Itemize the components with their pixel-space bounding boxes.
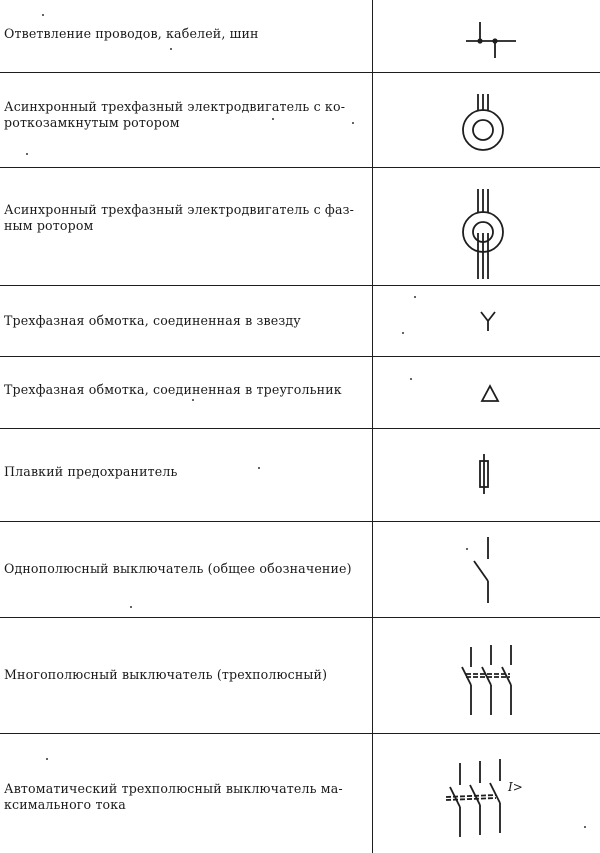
overcurrent-breaker-icon (374, 733, 600, 853)
scan-speck (402, 332, 404, 334)
induction-motor-squirrel-cage-icon (374, 72, 600, 167)
row-description (4, 313, 364, 329)
overcurrent-label: I> (508, 780, 523, 794)
description-line: Автоматический трехполюсный выключатель ма- (4, 781, 343, 796)
description-line: ксимального тока (4, 797, 126, 812)
table-row (0, 356, 600, 428)
description-line: Трехфазная обмотка, соединенная в треугольник (4, 382, 342, 397)
table-row (0, 733, 600, 853)
table-row (0, 521, 600, 617)
row-description (4, 464, 364, 480)
wire-branch-icon (374, 0, 600, 72)
scan-speck (170, 48, 172, 50)
row-description (4, 781, 364, 813)
three-pole-switch-icon (374, 617, 600, 733)
table-row (0, 285, 600, 356)
row-description (4, 667, 364, 683)
scan-speck (42, 14, 44, 16)
scan-speck (130, 606, 132, 608)
scan-speck (410, 378, 412, 380)
description-line: Асинхронный трехфазный электродвигатель с ко- (4, 98, 346, 114)
star-connection-icon (374, 285, 600, 356)
description-line: Трехфазная обмотка, соединенная в звезду (4, 312, 301, 328)
induction-motor-wound-rotor-icon (374, 167, 600, 285)
row-description (4, 26, 364, 42)
scan-speck (352, 122, 354, 124)
table-row (0, 428, 600, 521)
scan-speck (466, 548, 468, 550)
single-pole-switch-icon (374, 521, 600, 617)
scan-speck (258, 467, 260, 469)
table-row (0, 617, 600, 733)
scan-speck (26, 153, 28, 155)
table-row (0, 167, 600, 285)
description-line: Ответвление проводов, кабелей, шин (4, 26, 259, 41)
row-description (4, 561, 364, 577)
scan-speck (272, 118, 274, 120)
scan-speck (46, 758, 48, 760)
delta-connection-icon (374, 356, 600, 428)
row-description (4, 99, 364, 131)
scan-speck (414, 296, 416, 298)
table-row (0, 72, 600, 167)
description-line: ным ротором (4, 218, 94, 233)
description-line: Многополюсный выключатель (трехполюсный) (4, 667, 328, 682)
description-line: Плавкий предохранитель (4, 463, 178, 479)
description-line: Асинхронный трехфазный электродвигатель с фаз- (4, 202, 355, 217)
description-line: Однополюсный выключатель (общее обозначение) (4, 561, 352, 576)
row-description (4, 202, 364, 234)
table-row (0, 0, 600, 72)
row-description (4, 382, 364, 398)
scan-speck (192, 399, 194, 401)
scan-speck (584, 826, 586, 828)
fuse-icon (374, 428, 600, 521)
description-line: роткозамкнутым ротором (4, 114, 180, 130)
